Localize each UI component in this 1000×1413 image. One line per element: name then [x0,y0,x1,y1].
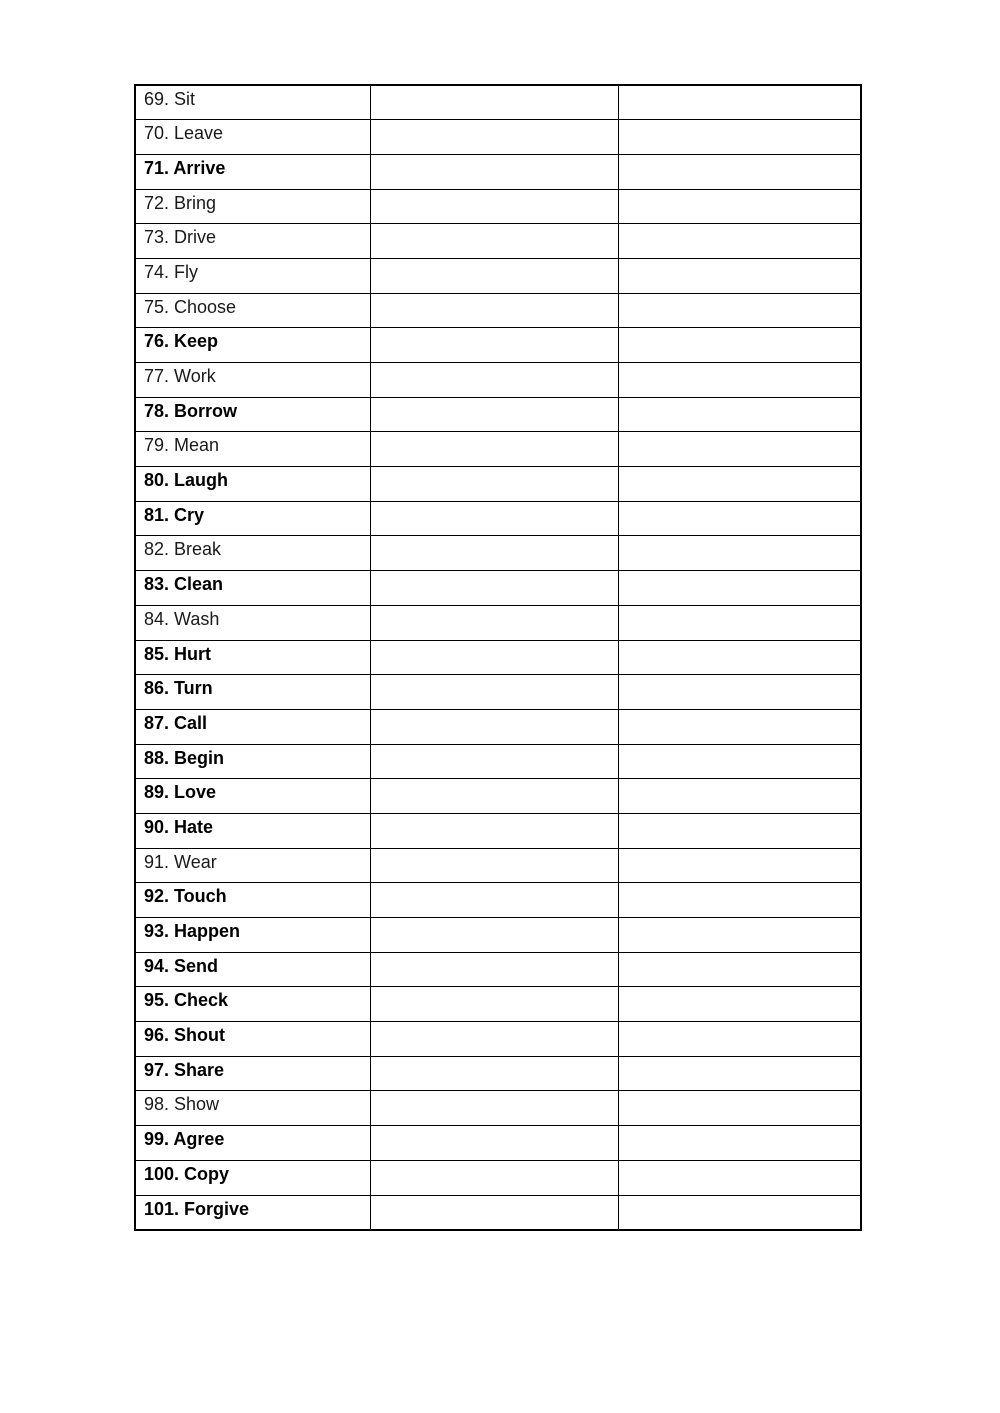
table-row [135,293,861,328]
answer-cell-past[interactable] [370,85,618,120]
verb-cell: 72. Bring [135,189,370,224]
answer-cell-participle[interactable] [618,640,861,675]
verb-cell: 85. Hurt [135,640,370,675]
answer-cell-participle[interactable] [618,605,861,640]
verb-cell: 75. Choose [135,293,370,328]
answer-cell-participle[interactable] [618,848,861,883]
answer-cell-past[interactable] [370,571,618,606]
verb-cell: 78. Borrow [135,397,370,432]
answer-cell-past[interactable] [370,952,618,987]
answer-cell-participle[interactable] [618,918,861,953]
answer-cell-participle[interactable] [618,328,861,363]
worksheet-body [135,85,861,1230]
answer-cell-participle[interactable] [618,501,861,536]
answer-cell-past[interactable] [370,120,618,155]
table-row [135,987,861,1022]
table-row [135,120,861,155]
verb-cell: 70. Leave [135,120,370,155]
answer-cell-past[interactable] [370,224,618,259]
table-row [135,328,861,363]
verb-cell: 81. Cry [135,501,370,536]
table-row [135,501,861,536]
table-row [135,813,861,848]
answer-cell-participle[interactable] [618,571,861,606]
answer-cell-past[interactable] [370,467,618,502]
answer-cell-past[interactable] [370,918,618,953]
answer-cell-past[interactable] [370,1056,618,1091]
answer-cell-participle[interactable] [618,779,861,814]
verb-cell: 77. Work [135,363,370,398]
answer-cell-past[interactable] [370,293,618,328]
answer-cell-participle[interactable] [618,363,861,398]
answer-cell-participle[interactable] [618,952,861,987]
table-row [135,1160,861,1195]
answer-cell-past[interactable] [370,987,618,1022]
table-row [135,432,861,467]
table-row [135,1022,861,1057]
verb-cell: 100. Copy [135,1160,370,1195]
answer-cell-participle[interactable] [618,224,861,259]
answer-cell-past[interactable] [370,189,618,224]
verb-cell: 99. Agree [135,1126,370,1161]
verb-cell: 98. Show [135,1091,370,1126]
answer-cell-past[interactable] [370,605,618,640]
verb-cell: 96. Shout [135,1022,370,1057]
verb-cell: 82. Break [135,536,370,571]
table-row [135,467,861,502]
answer-cell-participle[interactable] [618,189,861,224]
answer-cell-participle[interactable] [618,258,861,293]
answer-cell-past[interactable] [370,779,618,814]
answer-cell-participle[interactable] [618,467,861,502]
verb-cell: 95. Check [135,987,370,1022]
answer-cell-participle[interactable] [618,675,861,710]
answer-cell-participle[interactable] [618,1056,861,1091]
answer-cell-participle[interactable] [618,1126,861,1161]
answer-cell-participle[interactable] [618,1195,861,1230]
answer-cell-participle[interactable] [618,883,861,918]
answer-cell-past[interactable] [370,744,618,779]
answer-cell-participle[interactable] [618,709,861,744]
table-row [135,1195,861,1230]
answer-cell-participle[interactable] [618,120,861,155]
verb-cell: 101. Forgive [135,1195,370,1230]
answer-cell-participle[interactable] [618,536,861,571]
table-row [135,258,861,293]
answer-cell-past[interactable] [370,883,618,918]
answer-cell-past[interactable] [370,432,618,467]
table-row [135,918,861,953]
table-row [135,571,861,606]
answer-cell-past[interactable] [370,536,618,571]
verb-cell: 90. Hate [135,813,370,848]
table-row [135,709,861,744]
answer-cell-participle[interactable] [618,1091,861,1126]
answer-cell-participle[interactable] [618,397,861,432]
verb-cell: 93. Happen [135,918,370,953]
verb-cell: 84. Wash [135,605,370,640]
table-row [135,1056,861,1091]
answer-cell-past[interactable] [370,813,618,848]
answer-cell-past[interactable] [370,397,618,432]
answer-cell-past[interactable] [370,154,618,189]
answer-cell-past[interactable] [370,1160,618,1195]
table-row [135,397,861,432]
answer-cell-past[interactable] [370,258,618,293]
verb-cell: 79. Mean [135,432,370,467]
answer-cell-past[interactable] [370,709,618,744]
verb-cell: 87. Call [135,709,370,744]
table-row [135,154,861,189]
answer-cell-past[interactable] [370,328,618,363]
verb-cell: 92. Touch [135,883,370,918]
table-row [135,363,861,398]
answer-cell-past[interactable] [370,1022,618,1057]
verb-cell: 89. Love [135,779,370,814]
verb-cell: 91. Wear [135,848,370,883]
answer-cell-participle[interactable] [618,154,861,189]
answer-cell-participle[interactable] [618,85,861,120]
verb-cell: 80. Laugh [135,467,370,502]
answer-cell-past[interactable] [370,501,618,536]
verb-cell: 86. Turn [135,675,370,710]
answer-cell-past[interactable] [370,363,618,398]
table-row [135,536,861,571]
answer-cell-participle[interactable] [618,1160,861,1195]
table-row [135,640,861,675]
table-row [135,883,861,918]
table-row [135,1091,861,1126]
verb-cell: 73. Drive [135,224,370,259]
table-row [135,85,861,120]
answer-cell-past[interactable] [370,640,618,675]
verb-cell: 74. Fly [135,258,370,293]
verb-cell: 76. Keep [135,328,370,363]
verb-cell: 94. Send [135,952,370,987]
table-row [135,675,861,710]
answer-cell-past[interactable] [370,1126,618,1161]
table-row [135,605,861,640]
verb-cell: 83. Clean [135,571,370,606]
answer-cell-participle[interactable] [618,1022,861,1057]
verb-cell: 69. Sit [135,85,370,120]
table-row [135,744,861,779]
answer-cell-past[interactable] [370,848,618,883]
table-row [135,848,861,883]
table-row [135,952,861,987]
table-row [135,1126,861,1161]
answer-cell-participle[interactable] [618,744,861,779]
table-row [135,779,861,814]
table-row [135,189,861,224]
answer-cell-participle[interactable] [618,293,861,328]
answer-cell-past[interactable] [370,1091,618,1126]
verb-cell: 97. Share [135,1056,370,1091]
answer-cell-participle[interactable] [618,813,861,848]
answer-cell-past[interactable] [370,675,618,710]
answer-cell-participle[interactable] [618,432,861,467]
answer-cell-past[interactable] [370,1195,618,1230]
table-row [135,224,861,259]
verb-worksheet-table [134,84,862,1231]
answer-cell-participle[interactable] [618,987,861,1022]
verb-cell: 71. Arrive [135,154,370,189]
verb-cell: 88. Begin [135,744,370,779]
